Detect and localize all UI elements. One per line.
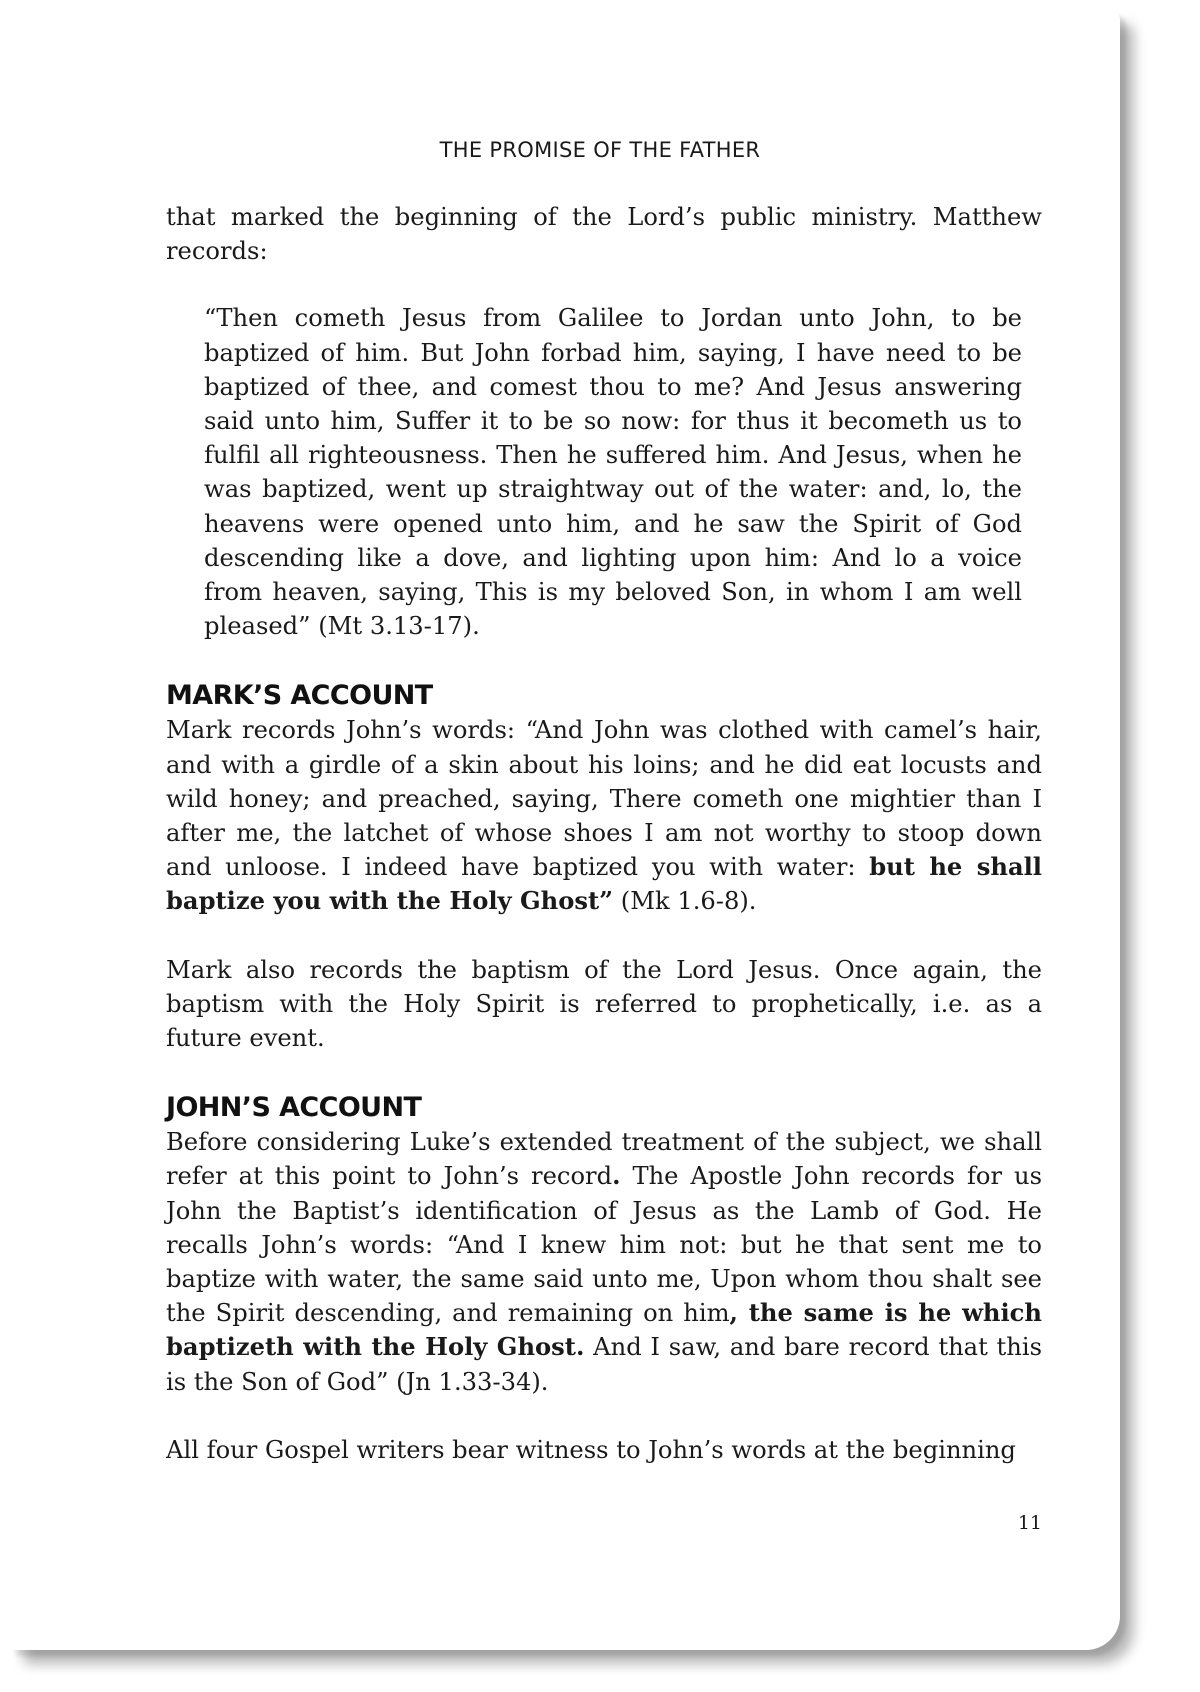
john-para1-text-c: And I saw, and bare record that this is the Son of God” (Jn 1.33-34). — [166, 1333, 1043, 1396]
mark-para1-text: Mark records John’s words: “And John was clothed with camel’s hair, and with a girdle of a skin about his loins; and he did eat locusts and wild honey; and preached, saying, There cometh one mightier than I after me, the latchet of whose shoes I am not worthy to stoop down and unloose. I indeed have baptized you with water: — [166, 716, 1042, 882]
john-paragraph-1 — [166, 1125, 1042, 1399]
matthew-quote: “Then cometh Jesus from Galilee to Jordan unto John, to be baptized of him. But John forbad him, saying, I have need to be baptized of thee, and comest thou to me? And Jesus answering said unto him, Suffer it to be so now: for thus it becometh us to fulfil all righteousness. Then he suffered him. And Jesus, when he was baptized, went up straightway out of the water: and, lo, the heavens were opened unto him, and he saw the Spirit of God descending like a dove, and lighting upon him: And lo a voice from heaven, saying, This is my beloved Son, in whom I am well pleased” (Mt 3.13-17). — [204, 304, 1022, 641]
john-para1-bold-b: , the same is he which baptizeth with the Holy Ghost. — [166, 1298, 1042, 1362]
john-para1-bold-a: . — [612, 1161, 621, 1191]
john-heading: JOHN’S ACCOUNT — [166, 1092, 422, 1124]
mark-para1-bold: but he shall baptize you with the Holy Ghost” — [166, 852, 1042, 916]
mark-paragraph-2: Mark also records the baptism of the Lord Jesus. Once again, the baptism with the Holy Spirit is referred to prophetically, i.e. as a future event. — [166, 955, 1042, 1053]
running-head: THE PROMISE OF THE FATHER — [439, 138, 761, 162]
john-paragraph-2: All four Gospel writers bear witness to John’s words at the beginning — [166, 1435, 1016, 1464]
john-para1-text-a: Before considering Luke’s extended treatment of the subject, we shall refer at this point to John’s record — [166, 1128, 1042, 1191]
mark-paragraph-1 — [166, 713, 1042, 918]
mark-heading: MARK’S ACCOUNT — [166, 680, 433, 712]
intro-paragraph: that marked the beginning of the Lord’s public ministry. Matthew records: — [166, 203, 1042, 266]
page-number: 11 — [1017, 1512, 1042, 1534]
mark-para1-citation: (Mk 1.6-8). — [613, 887, 757, 916]
page-body — [166, 200, 1042, 1467]
john-para1-text-b: The Apostle John records for us John the Baptist’s identification of Jesus as the Lamb of God. He recalls John’s words: “And I knew him not: but he that sent me to baptize with water, the same said unto me, Upon whom thou shalt see the Spirit descending, and remaining on him — [166, 1162, 1042, 1328]
